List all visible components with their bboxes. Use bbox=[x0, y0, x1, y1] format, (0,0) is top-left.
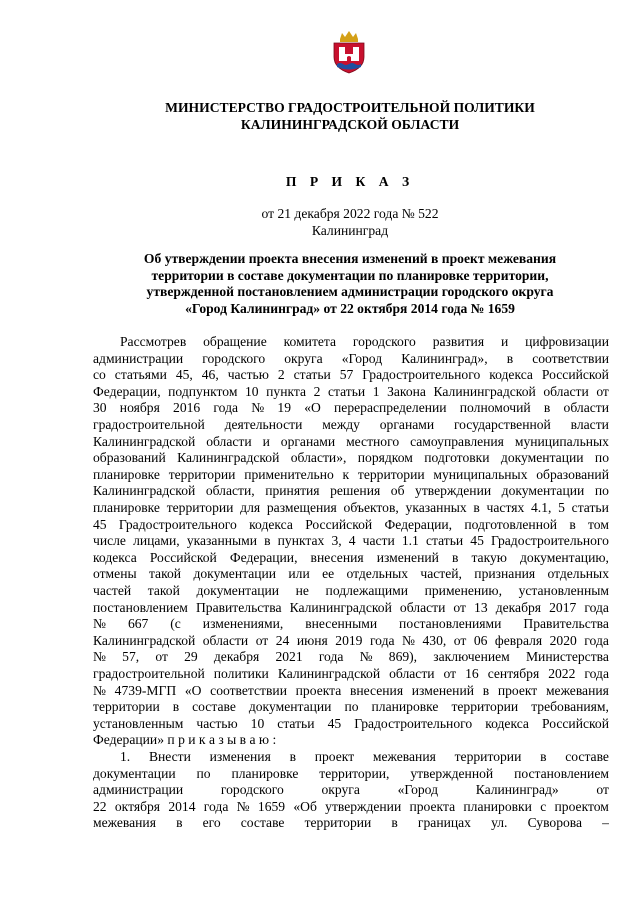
body-line: документации по планировке территории, утвержденной постановлением bbox=[93, 765, 609, 781]
body-line: Калининградской области от 24 июня 2019 года № 430, от 06 февраля 2020 года bbox=[93, 632, 609, 648]
body-line: Федерации» п р и к а з ы в а ю : bbox=[93, 732, 277, 748]
body-line: администрации городского округа «Город Калининград», в соответствии bbox=[93, 350, 609, 366]
body-line: 22 октября 2014 года № 1659 «Об утверждении проекта планировки с проектом bbox=[93, 798, 609, 814]
body-line: № 57, от 29 декабря 2021 года № 869), заключением Министерства bbox=[93, 649, 609, 665]
ministry-name-line-1: МИНИСТЕРСТВО ГРАДОСТРОИТЕЛЬНОЙ ПОЛИТИКИ bbox=[165, 100, 535, 115]
body-line: образований Калининградской области», порядком подготовки документации по bbox=[93, 450, 609, 466]
body-line: № 4739-МГП «О соответствии проекта внесения изменений в проект межевания bbox=[93, 682, 609, 698]
body-line: кодекса Российской Федерации, внесения изменений в такую документацию, bbox=[93, 549, 609, 565]
order-date: от 21 декабря 2022 года № 522 bbox=[261, 206, 439, 221]
body-line: градостроительной политики Калининградской области от 16 сентября 2022 года bbox=[93, 666, 609, 681]
order-subject bbox=[120, 251, 580, 317]
ministry-name-line-2: КАЛИНИНГРАДСКОЙ ОБЛАСТИ bbox=[240, 117, 460, 132]
body-line: постановлением Правительства Калининградской области от 13 декабря 2017 года bbox=[93, 599, 609, 615]
body-line: планировке территории применительно к территории муниципальных образований bbox=[93, 466, 609, 482]
body-line: Федерации, подпунктом 10 пункта 2 статьи 1 Закона Калининградской области от bbox=[93, 383, 609, 399]
body-line: администрации городского округа «Город Калининград» от bbox=[93, 782, 609, 798]
body-line: числе лицами, указанными в пунктах 3, 4 части 1.1 статьи 45 Градостроительного bbox=[93, 533, 609, 549]
body-line: отмены такой документации или ее отдельных частей, признания отдельных bbox=[93, 566, 609, 582]
body-line: планировке территории для размещения объектов, указанных в частях 4.1, 5 статьи bbox=[93, 500, 609, 515]
order-title: П Р И К А З bbox=[285, 174, 415, 189]
body-line: 45 Градостроительного кодекса Российской Федерации, подготовленной в том bbox=[93, 516, 609, 532]
subject-line: Об утверждении проекта внесения изменений в проект межевания bbox=[143, 251, 557, 266]
body-line: межевания в его составе территории в границах ул. Суворова – bbox=[93, 815, 609, 831]
body-line: установленным частью 10 статьи 45 Градостроительного кодекса Российской bbox=[93, 715, 609, 731]
body-line: Калининградской области, принятия решения об утверждении документации по bbox=[93, 483, 609, 499]
subject-line: «Город Калининград» от 22 октября 2014 года № 1659 bbox=[185, 300, 515, 316]
body-line: территории в составе документации по планировке территории требованиям, bbox=[93, 699, 609, 715]
kaliningrad-coat-of-arms-icon bbox=[330, 30, 368, 74]
body-line: 30 ноября 2016 года № 19 «О перераспределении полномочий в области bbox=[93, 400, 609, 416]
subject-line: утвержденной постановлением администрации городского округа bbox=[146, 284, 554, 300]
body-line: частей такой документации не подлежащими применению, установленным bbox=[93, 583, 609, 598]
body-line: Калининградской области и органами местного самоуправления муниципальных bbox=[93, 433, 609, 449]
body-line: Рассмотрев обращение комитета городского развития и цифровизации bbox=[120, 334, 609, 349]
ministry-name bbox=[100, 99, 600, 133]
body-line: со статьями 45, 46, частью 2 статьи 57 Градостроительного кодекса Российской bbox=[93, 367, 609, 383]
body-line: градостроительной деятельности между органами государственной власти bbox=[93, 417, 609, 432]
order-city: Калининград bbox=[311, 223, 389, 238]
body-line: 1. Внести изменения в проект межевания территории в составе bbox=[120, 749, 609, 764]
body-line: № 667 (с изменениями, внесенными постановлениями Правительства bbox=[93, 616, 609, 632]
subject-line: территории в составе документации по планировке территории, bbox=[151, 267, 549, 283]
